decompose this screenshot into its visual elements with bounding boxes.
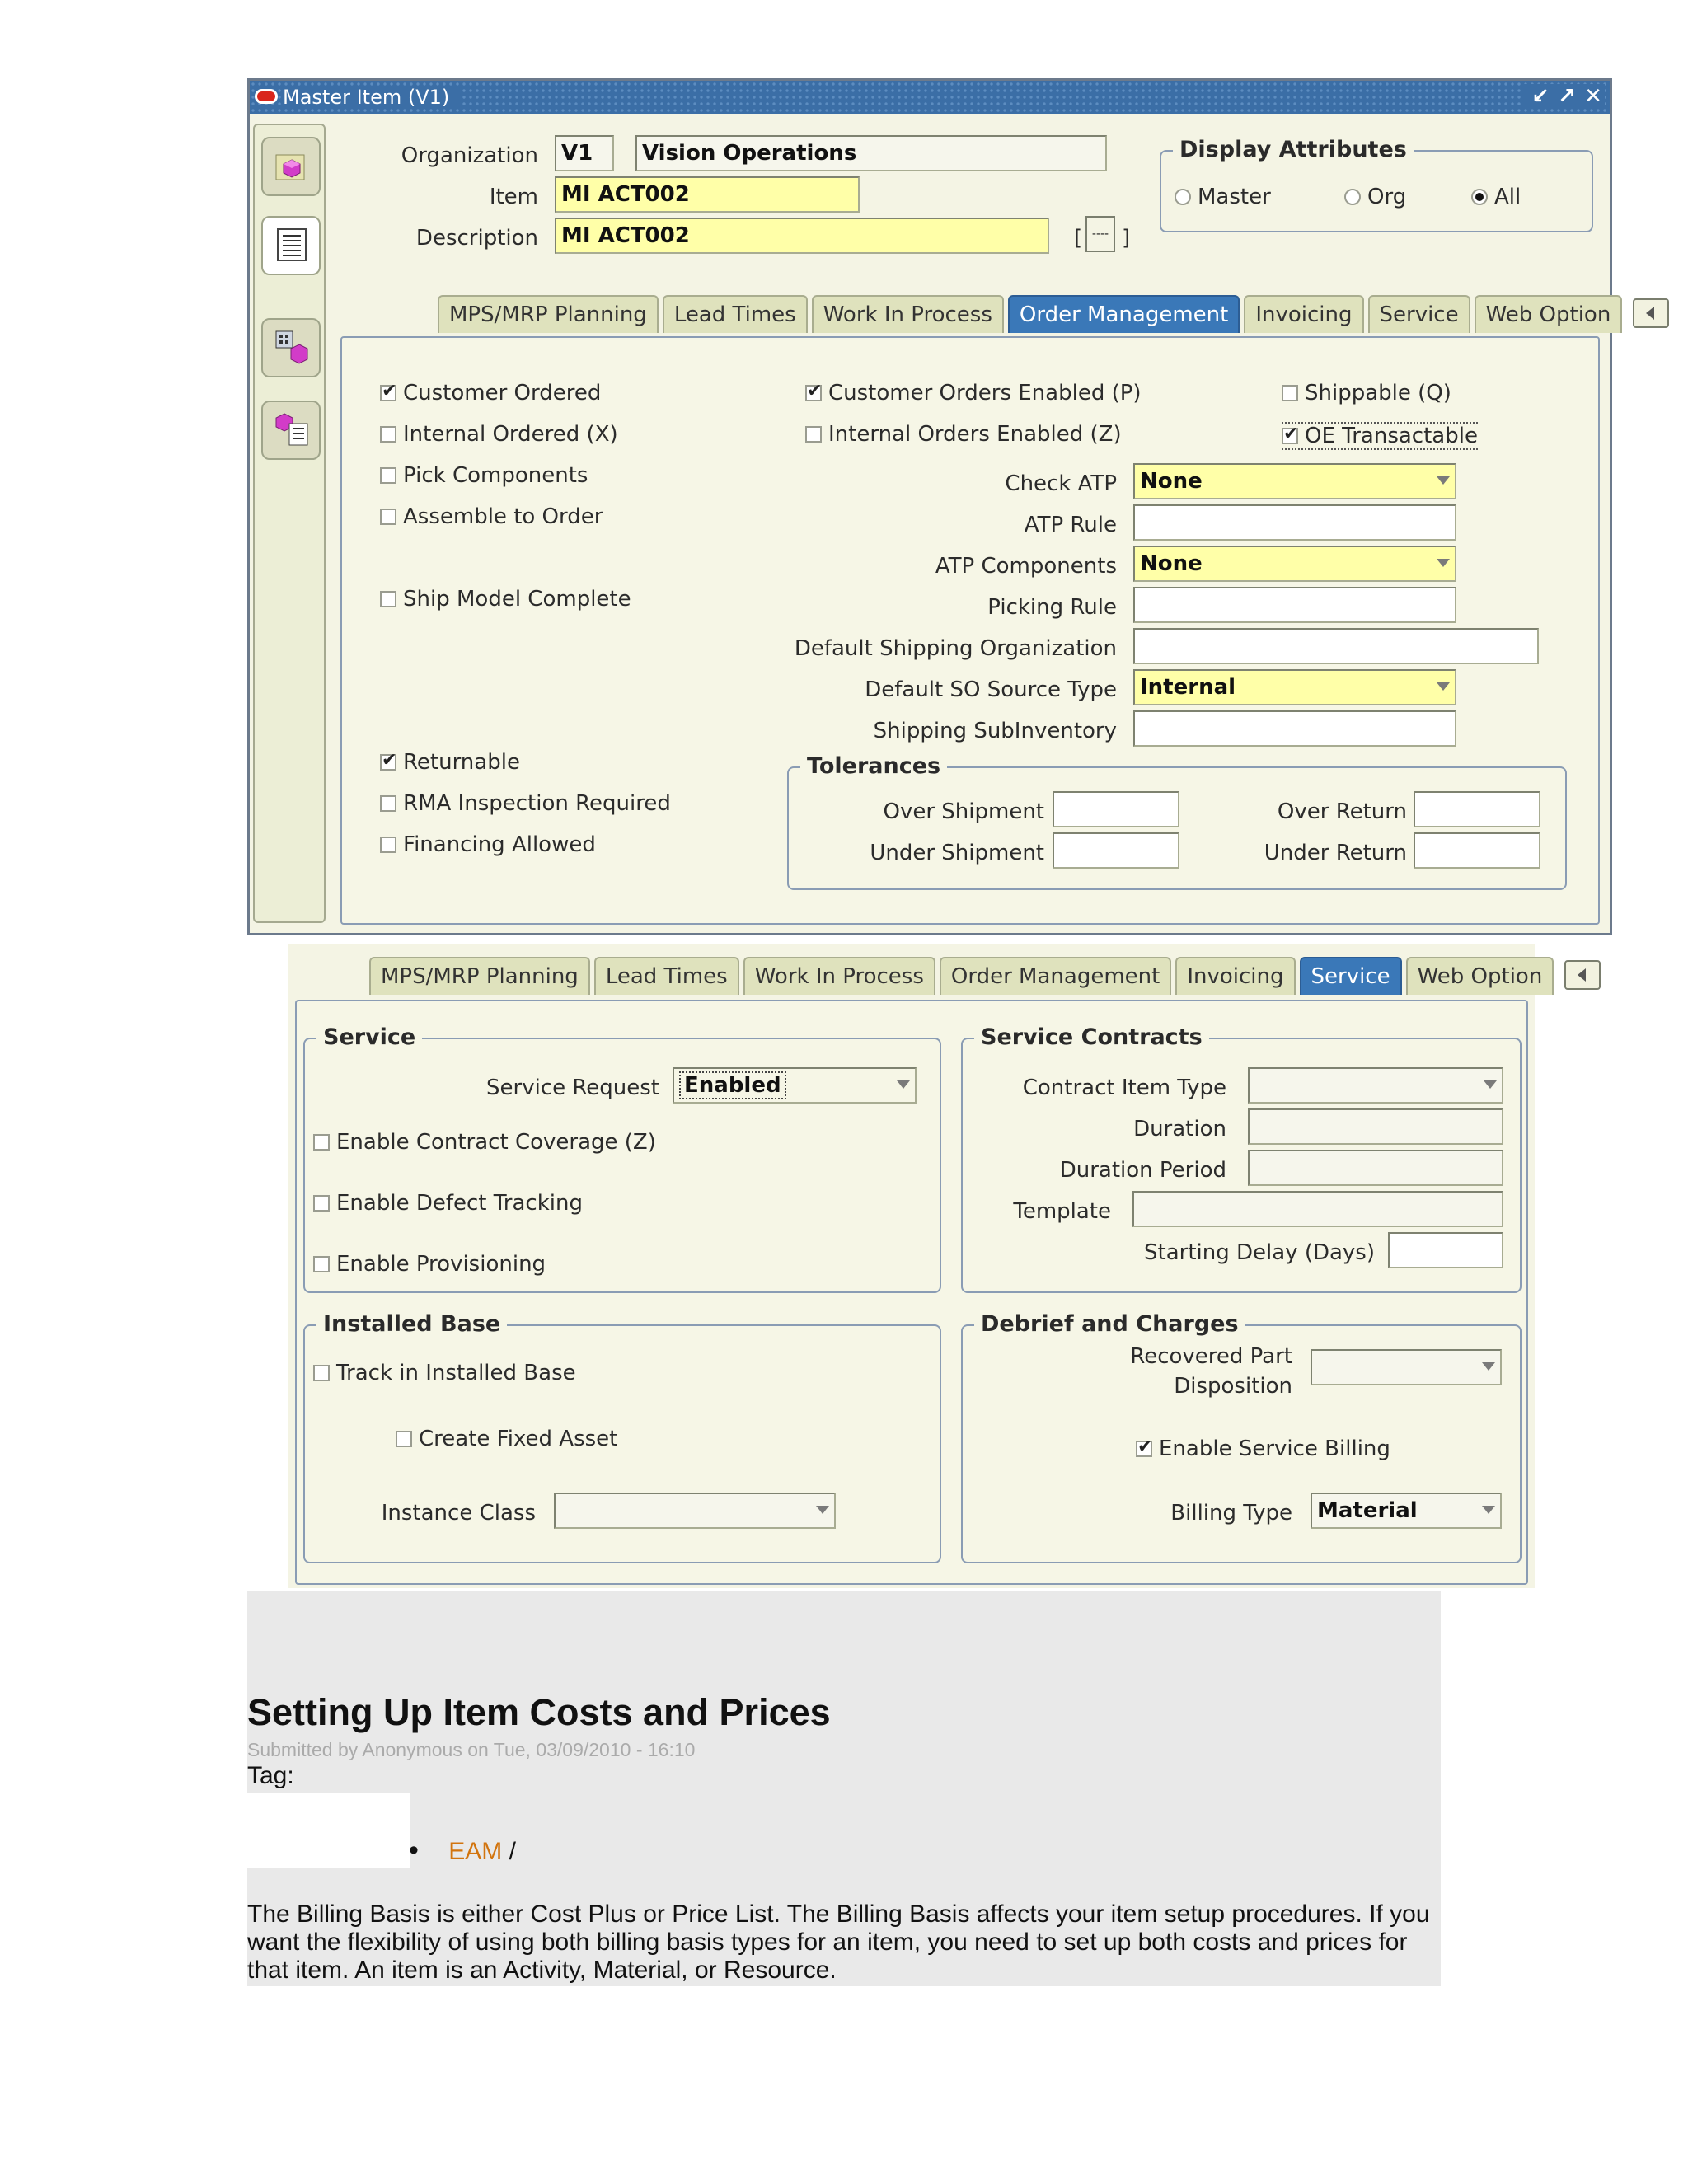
pick-components-checkbox[interactable] [380, 463, 588, 488]
service-request-label: Service Request [486, 1076, 659, 1100]
window-controls [1522, 84, 1605, 109]
shippable-box [1282, 385, 1298, 401]
radio-master-label: Master [1198, 185, 1271, 209]
customer-ordered-checkbox[interactable] [380, 381, 601, 405]
enable-defect-tracking-box [313, 1195, 330, 1212]
description-label: Description [415, 226, 538, 251]
minimize-icon[interactable]: ↙ [1531, 84, 1550, 109]
customer-orders-enabled-checkbox[interactable] [805, 381, 1142, 405]
default-shipping-org-field[interactable] [1133, 628, 1539, 664]
enable-provisioning-checkbox[interactable] [313, 1252, 546, 1277]
contract-item-type-select[interactable] [1248, 1067, 1503, 1104]
tab-web-option[interactable]: Web Option [1406, 957, 1554, 995]
ship-model-complete-box [380, 591, 396, 607]
under-return-field[interactable] [1414, 832, 1540, 869]
internal-ordered-box [380, 426, 396, 443]
oe-transactable-box [1282, 428, 1298, 444]
atp-rule-field[interactable] [1133, 504, 1456, 541]
description-edit-button[interactable]: ---- [1085, 216, 1115, 252]
bullet-marker: • [409, 1835, 419, 1866]
tab-invoicing[interactable]: Invoicing [1175, 957, 1295, 995]
tab-scroll-left-icon[interactable] [1564, 960, 1601, 990]
duration-period-field[interactable] [1248, 1150, 1503, 1186]
debrief-charges-title: Debrief and Charges [974, 1311, 1245, 1337]
picking-rule-field[interactable] [1133, 587, 1456, 623]
create-fixed-asset-checkbox[interactable] [396, 1427, 617, 1451]
assemble-to-order-checkbox[interactable] [380, 504, 603, 529]
dropdown-arrow-icon [1437, 476, 1450, 485]
track-in-installed-base-checkbox[interactable] [313, 1361, 576, 1385]
tab-service[interactable]: Service [1300, 957, 1402, 995]
item-field[interactable]: MI ACT002 [555, 176, 860, 213]
financing-allowed-checkbox[interactable] [380, 832, 596, 857]
shipping-subinventory-label: Shipping SubInventory [873, 719, 1117, 743]
edit-bracket-close: ] [1122, 226, 1131, 251]
enable-contract-coverage-checkbox[interactable] [313, 1130, 656, 1155]
check-atp-value: None [1140, 469, 1203, 494]
internal-orders-enabled-label: Internal Orders Enabled (Z) [828, 422, 1122, 447]
ship-model-complete-checkbox[interactable] [380, 587, 631, 612]
display-attributes-group [1160, 137, 1593, 232]
internal-orders-enabled-checkbox[interactable] [805, 422, 1122, 447]
recovered-part-label: Recovered Part [1130, 1344, 1292, 1369]
financing-allowed-box [380, 837, 396, 853]
returnable-checkbox[interactable] [380, 750, 520, 775]
service-request-select[interactable] [673, 1067, 917, 1104]
radio-master-dot [1175, 189, 1191, 205]
atp-components-value: None [1140, 551, 1203, 576]
ship-model-complete-label: Ship Model Complete [403, 587, 631, 612]
item-label: Item [489, 185, 538, 209]
tab-web-option[interactable]: Web Option [1475, 295, 1623, 333]
duration-period-label: Duration Period [1059, 1158, 1226, 1183]
tab-service[interactable]: Service [1368, 295, 1470, 333]
check-atp-label: Check ATP [1005, 471, 1117, 496]
track-in-installed-base-box [313, 1365, 330, 1381]
side-toolbar [253, 124, 326, 923]
duration-label: Duration [1133, 1117, 1226, 1141]
radio-all[interactable] [1471, 185, 1521, 209]
financing-allowed-label: Financing Allowed [403, 832, 596, 857]
service-group-title: Service [316, 1024, 422, 1050]
tab-scroll-left-icon[interactable] [1633, 298, 1669, 328]
under-return-label: Under Return [1264, 841, 1407, 865]
pick-components-label: Pick Components [403, 463, 588, 488]
item-attributes-button[interactable] [261, 137, 321, 196]
shippable-checkbox[interactable] [1282, 381, 1451, 405]
tab-mps-mrp-planning[interactable]: MPS/MRP Planning [369, 957, 590, 995]
default-so-source-type-label: Default SO Source Type [865, 677, 1117, 702]
customer-ordered-box [380, 385, 396, 401]
radio-master[interactable] [1175, 185, 1271, 209]
internal-orders-enabled-box [805, 426, 822, 443]
article-block [247, 1591, 1441, 1986]
radio-org-label: Org [1367, 185, 1407, 209]
organization-code-field[interactable]: V1 [555, 135, 614, 171]
master-item-window [247, 78, 1612, 935]
service-contracts-group [961, 1024, 1522, 1293]
list-doc-icon [274, 227, 309, 262]
tag-separator: / [502, 1838, 516, 1865]
tab-invoicing[interactable]: Invoicing [1244, 295, 1363, 333]
assemble-to-order-label: Assemble to Order [403, 504, 603, 529]
over-return-label: Over Return [1277, 799, 1407, 824]
dropdown-arrow-icon [1437, 682, 1450, 691]
enable-contract-coverage-box [313, 1134, 330, 1151]
window2-tab-bar [369, 957, 1601, 995]
create-fixed-asset-label: Create Fixed Asset [419, 1427, 618, 1451]
enable-provisioning-box [313, 1256, 330, 1272]
window-title: Master Item (V1) [283, 86, 461, 109]
shippable-label: Shippable (Q) [1305, 381, 1451, 405]
edit-bracket-open: [ [1074, 226, 1083, 251]
over-shipment-field[interactable] [1053, 791, 1179, 827]
tab-work-in-process[interactable]: Work In Process [812, 295, 1004, 333]
radio-all-label: All [1494, 185, 1522, 209]
radio-org[interactable] [1344, 185, 1406, 209]
picking-rule-label: Picking Rule [987, 595, 1117, 620]
item-cube-icon [274, 148, 309, 183]
service-group [303, 1024, 941, 1293]
tab-mps-mrp-planning[interactable]: MPS/MRP Planning [438, 295, 659, 333]
instance-class-select[interactable] [554, 1493, 836, 1529]
billing-type-label: Billing Type [1170, 1501, 1292, 1526]
check-atp-select[interactable] [1133, 463, 1456, 499]
window-titlebar[interactable] [250, 81, 1610, 114]
internal-ordered-checkbox[interactable] [380, 422, 618, 447]
create-fixed-asset-box [396, 1431, 412, 1447]
tab-lead-times[interactable]: Lead Times [594, 957, 739, 995]
item-list-button[interactable] [261, 216, 321, 275]
dropdown-arrow-icon [816, 1506, 829, 1514]
enable-defect-tracking-checkbox[interactable] [313, 1191, 583, 1216]
article-title: Setting Up Item Costs and Prices [247, 1691, 831, 1733]
enable-contract-coverage-label: Enable Contract Coverage (Z) [336, 1130, 656, 1155]
recovered-part-disposition-select[interactable] [1311, 1349, 1502, 1385]
order-management-panel [340, 336, 1600, 925]
recovered-part-disposition-label: Disposition [1174, 1374, 1292, 1399]
article-body: The Billing Basis is either Cost Plus or Price List. The Billing Basis affects your item setup procedures. If you want the flexibility of using both billing basis types for an item, you need to set up both costs and prices for that item. An item is an Activity, Material, or Resource. [247, 1900, 1430, 1984]
tolerances-group [787, 753, 1567, 890]
rma-inspection-box [380, 795, 396, 812]
article-meta: Submitted by Anonymous on Tue, 03/09/2010 - 16:10 [247, 1739, 696, 1760]
template-label: Template [1013, 1199, 1111, 1224]
organization-name-field[interactable]: Vision Operations [635, 135, 1107, 171]
instance-class-label: Instance Class [381, 1501, 536, 1526]
enable-service-billing-checkbox[interactable] [1136, 1436, 1390, 1461]
internal-ordered-label: Internal Ordered (X) [403, 422, 618, 447]
billing-type-value: Material [1317, 1498, 1418, 1523]
service-panel [295, 1000, 1528, 1585]
dropdown-arrow-icon [1484, 1080, 1497, 1089]
customer-orders-enabled-box [805, 385, 822, 401]
assemble-to-order-box [380, 509, 396, 525]
debrief-charges-group [961, 1311, 1522, 1563]
track-in-installed-base-label: Track in Installed Base [336, 1361, 576, 1385]
installed-base-group [303, 1311, 941, 1563]
under-shipment-field[interactable] [1053, 832, 1179, 869]
dropdown-arrow-icon [897, 1080, 910, 1089]
enable-service-billing-label: Enable Service Billing [1159, 1436, 1390, 1461]
oe-transactable-label: OE Transactable [1305, 424, 1478, 448]
catalog-button[interactable] [261, 401, 321, 460]
tab-work-in-process[interactable]: Work In Process [743, 957, 935, 995]
template-field[interactable] [1132, 1191, 1503, 1227]
atp-rule-label: ATP Rule [1024, 513, 1117, 537]
over-return-field[interactable] [1414, 791, 1540, 827]
maximize-icon[interactable]: ↗ [1558, 84, 1576, 109]
tab-lead-times[interactable]: Lead Times [663, 295, 808, 333]
org-assignment-button[interactable] [261, 318, 321, 377]
rma-inspection-checkbox[interactable] [380, 791, 671, 816]
radio-all-dot [1471, 189, 1488, 205]
description-field[interactable]: MI ACT002 [555, 218, 1049, 254]
organization-label: Organization [401, 143, 538, 168]
default-so-source-type-select[interactable] [1133, 669, 1456, 705]
atp-components-select[interactable] [1133, 546, 1456, 582]
service-contracts-title: Service Contracts [974, 1024, 1209, 1050]
default-so-source-type-value: Internal [1140, 675, 1236, 700]
window1-tab-bar [438, 295, 1669, 333]
oe-transactable-checkbox[interactable] [1282, 422, 1478, 450]
pick-components-box [380, 467, 396, 484]
dropdown-arrow-icon [1482, 1362, 1495, 1371]
tab-order-management[interactable]: Order Management [940, 957, 1171, 995]
enable-defect-tracking-label: Enable Defect Tracking [336, 1191, 583, 1216]
org-item-icon [274, 330, 309, 364]
starting-delay-label: Starting Delay (Days) [1144, 1240, 1375, 1265]
service-tab-window [288, 944, 1543, 1588]
starting-delay-field[interactable] [1388, 1232, 1503, 1268]
under-shipment-label: Under Shipment [870, 841, 1044, 865]
shipping-subinventory-field[interactable] [1133, 710, 1456, 747]
default-shipping-org-label: Default Shipping Organization [794, 636, 1117, 661]
returnable-box [380, 754, 396, 771]
radio-org-dot [1344, 189, 1361, 205]
installed-base-title: Installed Base [316, 1311, 507, 1337]
enable-provisioning-label: Enable Provisioning [336, 1252, 546, 1277]
tag-link-eam[interactable]: EAM [448, 1838, 503, 1865]
tag-list-item [409, 1835, 516, 1867]
contract-item-type-label: Contract Item Type [1022, 1076, 1226, 1100]
returnable-label: Returnable [403, 750, 520, 775]
dropdown-arrow-icon [1437, 559, 1450, 567]
billing-type-select[interactable] [1311, 1493, 1502, 1529]
duration-field[interactable] [1248, 1108, 1503, 1145]
over-shipment-label: Over Shipment [883, 799, 1044, 824]
oracle-logo-icon [255, 89, 278, 104]
customer-ordered-label: Customer Ordered [403, 381, 602, 405]
atp-components-label: ATP Components [935, 554, 1117, 579]
tag-label: Tag: [247, 1762, 294, 1789]
catalog-icon [274, 412, 309, 447]
tolerances-title: Tolerances [800, 753, 947, 779]
service-request-value: Enabled [679, 1071, 786, 1099]
tab-order-management[interactable]: Order Management [1008, 295, 1240, 333]
enable-service-billing-box [1136, 1441, 1152, 1457]
close-icon[interactable]: ✕ [1584, 84, 1602, 109]
rma-inspection-label: RMA Inspection Required [403, 791, 671, 816]
tag-spacer [247, 1793, 410, 1868]
customer-orders-enabled-label: Customer Orders Enabled (P) [828, 381, 1142, 405]
display-attributes-title: Display Attributes [1173, 137, 1414, 162]
dropdown-arrow-icon [1482, 1506, 1495, 1514]
